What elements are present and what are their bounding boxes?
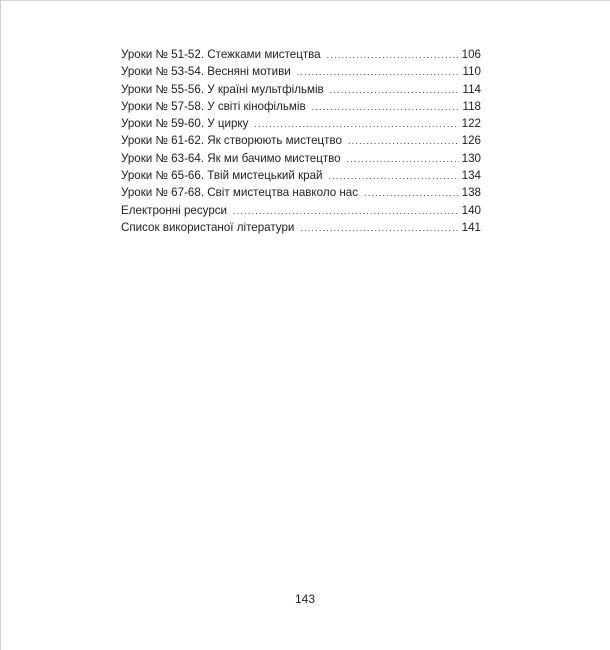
toc-entry-title: Уроки № 59-60. У цирку (121, 117, 249, 131)
toc-entry (121, 167, 481, 184)
table-of-contents (121, 46, 481, 236)
toc-dot-leader (323, 168, 459, 185)
toc-entry-title: Уроки № 65-66. Твій мистецький край (121, 169, 323, 183)
toc-entry-page: 118 (462, 99, 481, 113)
toc-dot-leader (341, 151, 459, 168)
toc-entry (121, 46, 481, 63)
toc-entry-page: 122 (461, 117, 481, 131)
toc-dot-leader (248, 116, 459, 133)
toc-dot-leader (291, 64, 459, 81)
toc-entry-page: 110 (462, 65, 481, 79)
toc-entry-title: Уроки № 55-56. У країні мультфільмів (121, 82, 324, 96)
toc-entry-title: Уроки № 57-58. У світі кінофільмів (121, 99, 306, 113)
toc-entry-title: Уроки № 51-52. Стежками мистецтва (121, 48, 321, 61)
toc-dot-leader (294, 220, 459, 237)
toc-entry-title: Електронні ресурси (121, 203, 228, 217)
toc-entry-page: 126 (461, 134, 481, 148)
page-edge-top (0, 0, 610, 1)
toc-entry-page: 141 (461, 220, 481, 234)
toc-dot-leader (321, 47, 459, 64)
page-number: 143 (294, 592, 316, 606)
toc-entry-title: Уроки № 67-68. Світ мистецтва навколо нас (121, 186, 359, 200)
toc-entry-page: 140 (461, 203, 481, 217)
toc-dot-leader (342, 133, 459, 150)
toc-dot-leader (324, 82, 459, 99)
toc-entry-page: 130 (461, 151, 481, 165)
toc-entry-title: Уроки № 63-64. Як ми бачимо мистецтво (121, 151, 341, 165)
toc-entry-title: Список використаної літератури (121, 220, 295, 234)
toc-entry-title: Уроки № 61-62. Як створюють мистецтво (121, 134, 342, 148)
toc-dot-leader (358, 185, 459, 202)
toc-entry (121, 184, 481, 201)
toc-entry (121, 98, 481, 115)
toc-entry (121, 219, 481, 236)
toc-entry (121, 81, 481, 98)
toc-entry (121, 63, 481, 80)
toc-entry-page: 138 (461, 186, 481, 200)
toc-entry (121, 115, 481, 132)
toc-entry (121, 132, 481, 149)
toc-entry-page: 106 (461, 48, 481, 61)
toc-dot-leader (306, 99, 459, 116)
toc-entry (121, 202, 481, 219)
toc-entry-title: Уроки № 53-54. Весняні мотиви (121, 65, 291, 79)
toc-entry (121, 150, 481, 167)
page-edge-left (0, 0, 1, 650)
toc-entry-page: 114 (462, 82, 481, 96)
toc-entry-page: 134 (461, 169, 481, 183)
toc-dot-leader (227, 203, 459, 220)
